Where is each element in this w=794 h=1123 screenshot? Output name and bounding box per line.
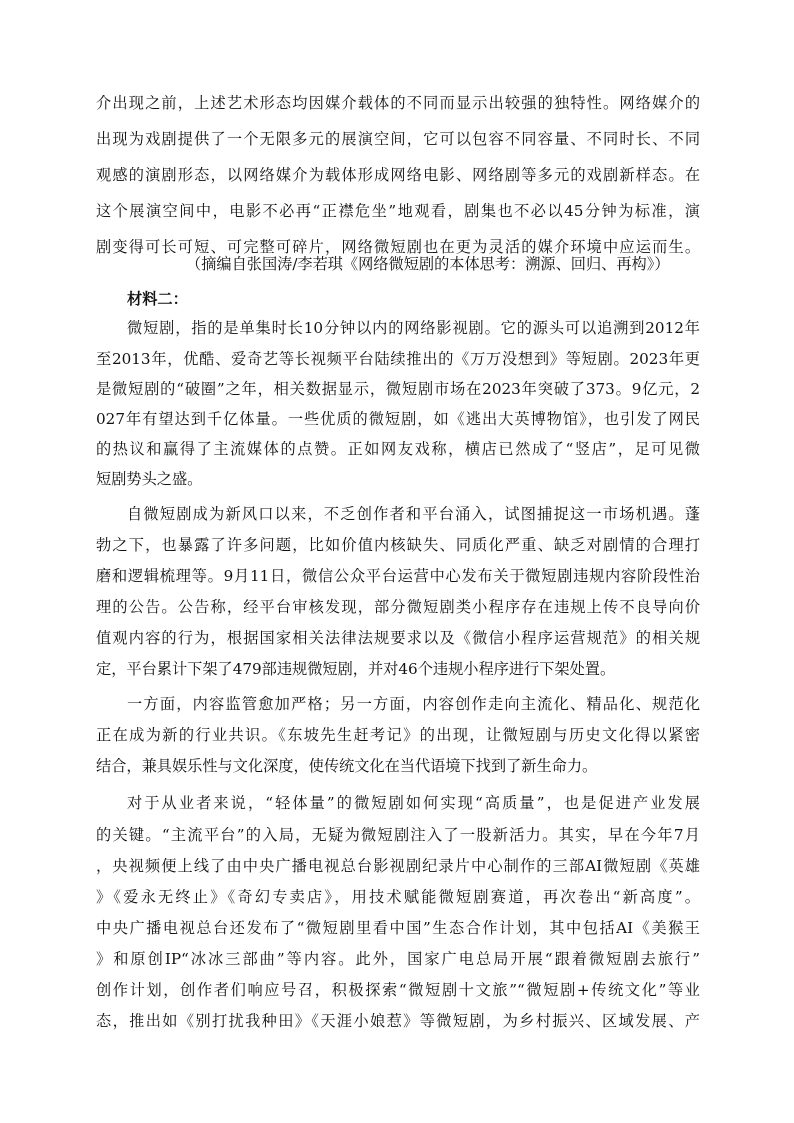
text-line: 这个展演空间中，电影不必再“正襟危坐”地观看，剧集也不必以45分钟为标准，演 xyxy=(96,202,700,220)
text-line: ，央视频便上线了由中央广播电视总台影视剧纪录片中心制作的三部AI微短剧《英雄 xyxy=(96,857,700,875)
text-line: 磨和逻辑梳理等。9月11日，微信公众平台运营中心发布关于微短剧违规内容阶段性治 xyxy=(96,567,700,585)
text-line: 观感的演剧形态，以网络媒介为载体形成网络电影、网络剧等多元的戏剧新样态。在 xyxy=(96,166,700,184)
text-line: 剧变得可长可短、可完整可碎片，网络微短剧也在更为灵活的媒介环境中应运而生。 xyxy=(96,238,700,256)
text-line: 的关键。“主流平台”的入局，无疑为微短剧注入了一股新活力。其实，早在今年7月 xyxy=(96,826,700,844)
text-line: 027年有望达到千亿体量。一些优质的微短剧，如《逃出大英博物馆》，也引发了网民 xyxy=(96,410,700,428)
text-line: 出现为戏剧提供了一个无限多元的展演空间，它可以包容不同容量、不同时长、不同 xyxy=(96,130,700,148)
text-line: 自微短剧成为新风口以来，不乏创作者和平台涌入，试图捕捉这一市场机遇。蓬 xyxy=(127,505,700,523)
text-line: 值观内容的行为，根据国家相关法律法规要求以及《微信小程序运营规范》的相关规 xyxy=(96,629,700,647)
text-line: 理的公告。公告称，经平台审核发现，部分微短剧类小程序存在违规上传不良导向价 xyxy=(96,598,700,616)
text-line: 定，平台累计下架了479部违规微短剧，并对46个违规小程序进行下架处置。 xyxy=(96,660,616,678)
text-line: 创作计划，创作者们响应号召，积极探索“微短剧十文旅”“微短剧+传统文化”等业 xyxy=(96,981,700,999)
text-line: 》和原创IP“冰冰三部曲”等内容。此外，国家广电总局开展“跟着微短剧去旅行” xyxy=(96,950,700,968)
text-line: 微短剧，指的是单集时长10分钟以内的网络影视剧。它的源头可以追溯到2012年 xyxy=(127,319,700,337)
text-line: 》《爱永无终止》《奇幻专卖店》，用技术赋能微短剧赛道，再次卷出“新高度”。 xyxy=(96,888,700,906)
text-line: 结合，兼具娱乐性与文化深度，使传统文化在当代语境下找到了新生命力。 xyxy=(96,757,598,775)
section-heading: 材料二： xyxy=(127,290,188,308)
text-line: 是微短剧的“破圈”之年，相关数据显示，微短剧市场在2023年突破了373。9亿元，2 xyxy=(96,380,700,398)
text-line: 勃之下，也暴露了许多问题，比如价值内核缺失、同质化严重、缺乏对剧情的合理打 xyxy=(96,536,700,554)
text-line: 至2013年，优酷、爱奇艺等长视频平台陆续推出的《万万没想到》等短剧。2023年更 xyxy=(96,350,700,368)
text-line: 短剧势头之盛。 xyxy=(96,470,203,488)
citation: （摘编自张国涛/李若琪《网络微短剧的本体思考：溯源、回归、再构》） xyxy=(186,255,670,273)
text-line: 态，推出如《别打扰我种田》《天涯小娘惹》等微短剧，为乡村振兴、区域发展、产 xyxy=(96,1012,700,1030)
text-line: 的热议和赢得了主流媒体的点赞。正如网友戏称，横店已然成了“竖店”，足可见微 xyxy=(96,440,700,458)
text-line: 介出现之前，上述艺术形态均因媒介载体的不同而显示出较强的独特性。网络媒介的 xyxy=(96,94,700,112)
text-line: 一方面，内容监管愈加严格；另一方面，内容创作走向主流化、精品化、规范化 xyxy=(127,695,700,713)
text-line: 中央广播电视总台还发布了“微短剧里看中国”生态合作计划，其中包括AI《美猴王 xyxy=(96,919,700,937)
text-line: 正在成为新的行业共识。《东坡先生赶考记》的出现，让微短剧与历史文化得以紧密 xyxy=(96,726,700,744)
text-line: 对于从业者来说，“轻体量”的微短剧如何实现“高质量”，也是促进产业发展 xyxy=(127,794,700,812)
